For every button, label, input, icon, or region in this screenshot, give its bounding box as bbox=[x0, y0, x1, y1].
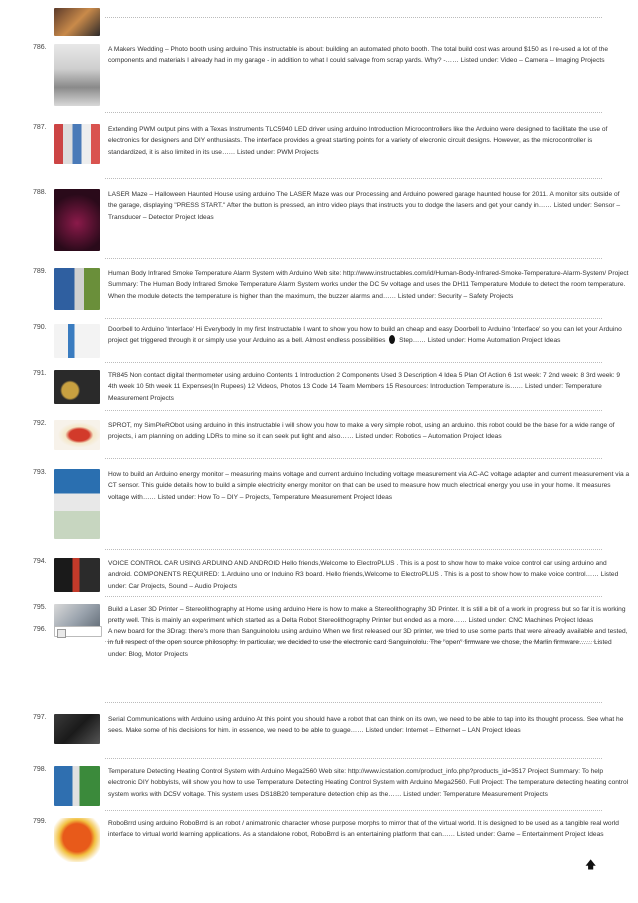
item-number: 791. bbox=[33, 370, 47, 377]
divider bbox=[105, 318, 602, 319]
item-number: 799. bbox=[33, 818, 47, 825]
item-number: 786. bbox=[33, 44, 47, 51]
item-number: 789. bbox=[33, 268, 47, 275]
item-number: 790. bbox=[33, 324, 47, 331]
item-number: 797. bbox=[33, 714, 47, 721]
item-number: 792. bbox=[33, 420, 47, 427]
item-number: 794. bbox=[33, 558, 47, 565]
item-description[interactable]: SPROT, my SimPleRObot using arduino in this instructable i will show you how to make a very simple robot, using an arduino. this robot could be the base for a wide range of projects, i am planning on adding LDRs to mine so it can seek put light and also…… Listed under: Robotics – Automation Project Ideas bbox=[108, 422, 615, 441]
item-description[interactable]: Human Body Infrared Smoke Temperature Alarm System with Arduino Web site: http://www.instructables.com/id/Human-Body-Infrared-Smoke-Temperature-Alarm-System/ Project Summary: The Human Body Infrared Smoke Temperature Alarm System works under the DC 5v voltage and uses the DH11 Temperature Module to detect the room temperature. When the module detects the temperature is higher than the maximum, the buzzer alarms and…… Listed under: Security – Safety Projects bbox=[108, 270, 629, 300]
broken-image-icon[interactable] bbox=[54, 626, 102, 637]
item-description[interactable] bbox=[108, 324, 630, 347]
item-number: 798. bbox=[33, 766, 47, 773]
emoji-icon bbox=[389, 335, 395, 344]
divider bbox=[105, 702, 602, 703]
item-number: 793. bbox=[33, 469, 47, 476]
item-description[interactable]: How to build an Arduino energy monitor – measuring mains voltage and current arduino Including voltage measurement via AC-AC voltage adapter and current measurement via a CT sensor. This guide details how to build a simple electricity energy monitor on that can be used to measure how much electrical energy you use in your home. It measures voltage with…… Listed under: How To – DIY – Projects, Temperature Measurement Project Ideas bbox=[108, 471, 630, 501]
description-part: Step…… Listed under: Home Automation Project Ideas bbox=[399, 337, 561, 345]
thumbnail-photo-booth[interactable] bbox=[54, 44, 100, 106]
thumbnail-led-driver[interactable] bbox=[54, 124, 100, 164]
thumbnail-robobrrd[interactable] bbox=[54, 818, 100, 862]
item-description[interactable]: Extending PWM output pins with a Texas Instruments TLC5940 LED driver using arduino Introduction Microcontrollers like the Arduino were designed to facilitate the use of electronics for designers and DIY enthusiasts. The interface provides a great starting points for a variety of elecronic circuit designs. However, as the microcontroller is standardized, it is also limited in its use…… Listed under: PWM Projects bbox=[108, 126, 608, 156]
item-description[interactable]: RoboBrrd using arduino RoboBrrd is an robot / animatronic character whose purpose morphs to mirror that of the virtual world. It is designed to be used as a tangible real world interface to virtual world learning applications. As a standalone robot, RoboBrrd is an entertaining platform that can…… Listed under: Game – Entertainment Project Ideas bbox=[108, 820, 619, 839]
divider bbox=[105, 112, 602, 113]
thumbnail-energy-monitor[interactable] bbox=[54, 469, 100, 539]
scroll-to-top-icon[interactable]: 🡅 bbox=[585, 859, 597, 871]
item-description[interactable]: TR845 Non contact digital thermometer using arduino Contents 1 Introduction 2 Components Used 3 Description 4 Idea 5 Plan Of Action 6 1st week: 7 2nd week: 8 3rd week: 9 4th week 10 5th week 11 Expenses(In Rupees) 12 Videos, Photos 13 Code 14 Team Members 15 Resources: Introduction Temperature is…… Listed under: Temperature Measurement Projects bbox=[108, 372, 621, 402]
thumbnail-smoke-alarm[interactable] bbox=[54, 268, 100, 310]
thumbnail-robot[interactable] bbox=[54, 420, 100, 450]
divider bbox=[105, 458, 602, 459]
item-description[interactable]: Build a Laser 3D Printer – Stereolithography at Home using arduino Here is how to make a Stereolithography 3D Printer. It is still a bit of a work in progress but so far it is working pretty well. This is mainly an experiment which started as a Delta Robot Stereolithography Printer but ended as a more…… Listed under: CNC Machines Project Ideas bbox=[108, 606, 626, 625]
item-number: 796. bbox=[33, 626, 47, 633]
item-description[interactable]: Temperature Detecting Heating Control System with Arduino Mega2560 Web site: http://www.icstation.com/product_info.php?products_id=3517 Project Summary: To help electronic DIY hobbyists, will show you how to use Temperature Detecting Heating Control System with Arduino Mega2560. Full Project: The temperature detecting heating control system works with DC5V voltage. This system uses DS18B20 temperature detection chip as the…… Listed under: Temperature Measurement Projects bbox=[108, 768, 629, 798]
item-number: 787. bbox=[33, 124, 47, 131]
item-description[interactable]: Serial Communications with Arduino using arduino At this point you should have a robot that can think on its own, we need to be able to tap into its thought process. See what he sees. Make some of his decisions for him. in essence, we need to be able to guage…… Listed under: Internet – Ethernet – LAN Project Ideas bbox=[108, 716, 624, 735]
divider bbox=[105, 362, 602, 363]
item-description[interactable]: A new board for the 3Drag: there's more than Sanguinololu using arduino When we first released our 3D printer, we tried to use some parts that were already available and tested, in full respect of the open source philosophy. In particular, we decided to use the electronic card Sanguinololu. The "open" firmware we chose, the Marlin firmware…… Listed under: Blog, Motor Projects bbox=[108, 628, 628, 658]
thumbnail-voice-car[interactable] bbox=[54, 558, 100, 592]
thumbnail-785[interactable] bbox=[54, 8, 100, 36]
divider bbox=[105, 810, 602, 811]
divider bbox=[105, 17, 602, 18]
divider bbox=[105, 178, 602, 179]
item-number: 788. bbox=[33, 189, 47, 196]
thumbnail-serial-board[interactable] bbox=[54, 714, 100, 744]
item-description[interactable]: A Makers Wedding – Photo booth using arduino This instructable is about: building an automated photo booth. The total build cost was around $150 as I re-used a lot of the components and materials I already had in my garage - in addition to what I could salvage from scrap yards. Why? -…… Listed under: Video – Camera – Imaging Projects bbox=[108, 46, 608, 65]
divider bbox=[105, 758, 602, 759]
item-number: 795. bbox=[33, 604, 47, 611]
thumbnail-laser-maze[interactable] bbox=[54, 189, 100, 251]
thumbnail-heating-control[interactable] bbox=[54, 766, 100, 806]
item-description[interactable]: LASER Maze – Halloween Haunted House using arduino The LASER Maze was our Processing and Arduino powered garage haunted house for 2011. A monitor sits outside of the garage, displaying "PRESS START." After the button is pressed, an intro video plays that instructs you to dodge the lasers and get your candy in…… Listed under: Sensor – Transducer – Detector Project Ideas bbox=[108, 191, 621, 221]
divider bbox=[105, 258, 602, 259]
thumbnail-thermometer[interactable] bbox=[54, 370, 100, 404]
item-description[interactable]: VOICE CONTROL CAR USING ARDUINO AND ANDROID Hello friends,Welcome to ElectroPLUS . This is a post to show how to make voice control car using arduino and android. COMPONENTS REQUIRED: 1.Arduino uno or Induino R3 board. Hello friends,Welcome to ElectroPLUS . This is a post to show how to make voice control…… Listed under: Car Projects, Sound – Audio Projects bbox=[108, 560, 619, 590]
divider bbox=[105, 410, 602, 411]
description-part: Doorbell to Arduino 'Interface' Hi Everybody In my first Instructable I want to show you how to build an cheap and easy Doorbell to Arduino 'Interface' so you can let your Arduino project get triggered through it or simply use your Arduino as a bell. Almost endless possibilities bbox=[108, 326, 622, 345]
thumbnail-doorbell[interactable] bbox=[54, 324, 100, 358]
divider bbox=[105, 596, 602, 597]
divider bbox=[105, 549, 602, 550]
